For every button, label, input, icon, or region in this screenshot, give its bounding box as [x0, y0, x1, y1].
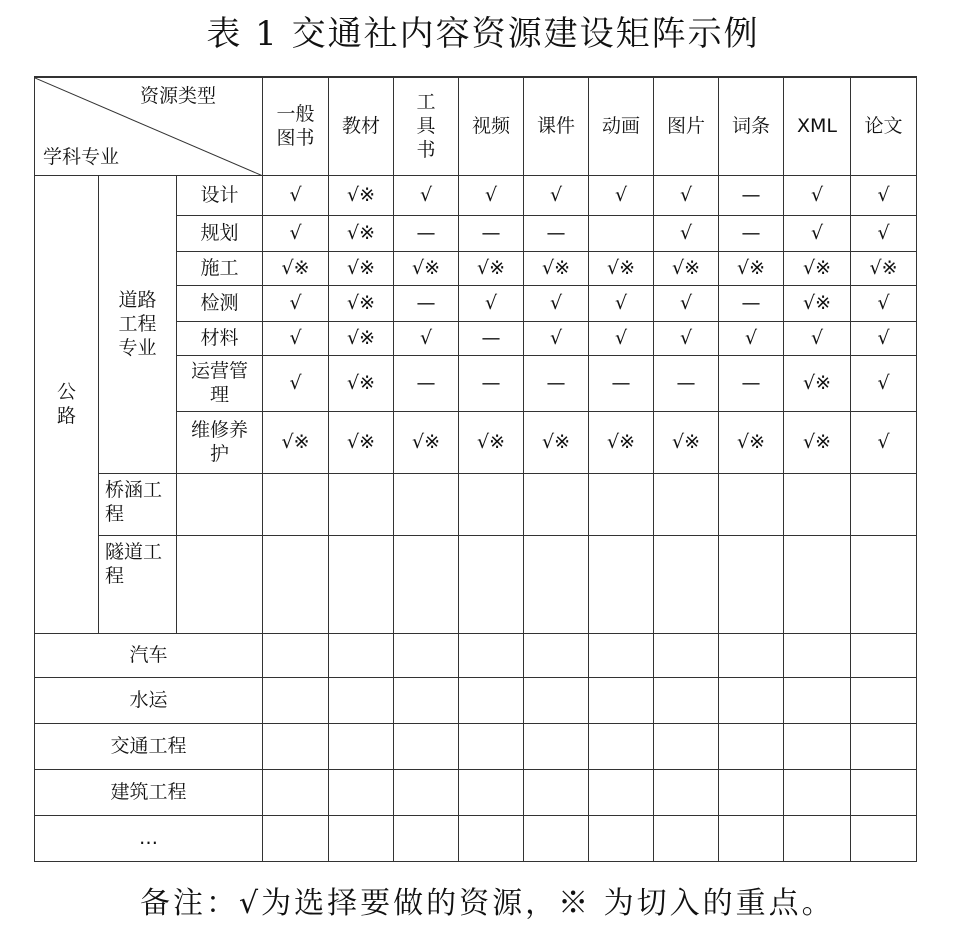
table-row — [35, 723, 917, 769]
empty-cell — [524, 633, 589, 677]
empty-cell — [719, 769, 784, 815]
matrix-cell: — — [719, 355, 784, 411]
row-label: 维修养护 — [177, 411, 263, 473]
empty-cell — [524, 535, 589, 633]
empty-cell — [851, 769, 917, 815]
group-tunnel: 隧道工程 — [99, 535, 177, 633]
matrix-cell: — — [719, 215, 784, 251]
matrix-cell: √※ — [394, 251, 459, 285]
empty-cell — [851, 677, 917, 723]
column-header: XML — [784, 77, 851, 175]
discipline-label: 交通工程 — [35, 723, 263, 769]
matrix-cell: √ — [654, 321, 719, 355]
group-highway: 公路 — [35, 175, 99, 633]
empty-cell — [329, 677, 394, 723]
empty-cell — [263, 815, 329, 861]
empty-cell — [459, 535, 524, 633]
matrix-cell: √ — [851, 285, 917, 321]
empty-cell — [459, 633, 524, 677]
empty-cell — [589, 815, 654, 861]
empty-cell — [589, 473, 654, 535]
matrix-cell: √※ — [719, 251, 784, 285]
table-row — [35, 815, 917, 861]
matrix-cell: √ — [263, 355, 329, 411]
group-road-engineering: 道路工程专业 — [99, 175, 177, 473]
matrix-cell: √※ — [784, 285, 851, 321]
matrix-cell: √ — [589, 321, 654, 355]
matrix-cell: √※ — [329, 355, 394, 411]
matrix-cell: √ — [654, 175, 719, 215]
empty-cell — [589, 535, 654, 633]
empty-cell — [524, 815, 589, 861]
matrix-cell: √※ — [263, 411, 329, 473]
matrix-cell: √ — [851, 175, 917, 215]
matrix-cell: √ — [394, 321, 459, 355]
empty-cell — [459, 723, 524, 769]
empty-cell — [654, 633, 719, 677]
column-header: 课件 — [524, 77, 589, 175]
empty-cell — [394, 473, 459, 535]
matrix-cell: √ — [589, 175, 654, 215]
empty-cell — [851, 473, 917, 535]
empty-cell — [784, 677, 851, 723]
empty-cell — [719, 633, 784, 677]
matrix-cell — [589, 215, 654, 251]
empty-cell — [719, 723, 784, 769]
matrix-cell: — — [459, 355, 524, 411]
empty-cell — [263, 677, 329, 723]
empty-cell — [394, 677, 459, 723]
diagonal-header-cell — [35, 77, 263, 175]
matrix-cell: √※ — [784, 355, 851, 411]
empty-cell — [784, 535, 851, 633]
matrix-cell: √ — [784, 215, 851, 251]
matrix-cell: √※ — [654, 251, 719, 285]
matrix-cell: √ — [263, 285, 329, 321]
matrix-cell: √ — [784, 175, 851, 215]
matrix-cell: — — [719, 285, 784, 321]
empty-cell — [329, 769, 394, 815]
empty-cell — [459, 769, 524, 815]
empty-cell — [329, 815, 394, 861]
matrix-cell: — — [394, 285, 459, 321]
empty-cell — [263, 535, 329, 633]
matrix-cell: √※ — [851, 251, 917, 285]
empty-cell — [177, 473, 263, 535]
row-label: 检测 — [177, 285, 263, 321]
matrix-cell: √※ — [263, 251, 329, 285]
matrix-cell: √ — [784, 321, 851, 355]
discipline-label: 汽车 — [35, 633, 263, 677]
empty-cell — [589, 677, 654, 723]
resource-matrix-table — [34, 76, 917, 862]
empty-cell — [329, 723, 394, 769]
column-header: 动画 — [589, 77, 654, 175]
matrix-cell: √※ — [784, 251, 851, 285]
empty-cell — [719, 535, 784, 633]
empty-cell — [851, 723, 917, 769]
matrix-cell: √※ — [329, 251, 394, 285]
matrix-cell: √※ — [329, 285, 394, 321]
empty-cell — [394, 815, 459, 861]
matrix-cell: — — [394, 355, 459, 411]
group-bridge: 桥涵工程 — [99, 473, 177, 535]
empty-cell — [589, 723, 654, 769]
empty-cell — [394, 535, 459, 633]
matrix-cell: √※ — [394, 411, 459, 473]
empty-cell — [719, 815, 784, 861]
empty-cell — [329, 535, 394, 633]
matrix-cell: √ — [851, 355, 917, 411]
empty-cell — [719, 473, 784, 535]
discipline-label: 水运 — [35, 677, 263, 723]
row-label: 设计 — [177, 175, 263, 215]
empty-cell — [784, 723, 851, 769]
empty-cell — [589, 633, 654, 677]
empty-cell — [524, 473, 589, 535]
empty-cell — [784, 815, 851, 861]
matrix-cell: √ — [851, 215, 917, 251]
matrix-cell: √ — [524, 321, 589, 355]
matrix-cell: √※ — [459, 411, 524, 473]
row-label: 运营管理 — [177, 355, 263, 411]
matrix-cell: √ — [589, 285, 654, 321]
matrix-cell: √ — [263, 175, 329, 215]
matrix-cell: √ — [719, 321, 784, 355]
empty-cell — [524, 677, 589, 723]
empty-cell — [851, 535, 917, 633]
matrix-cell: √※ — [329, 321, 394, 355]
empty-cell — [394, 723, 459, 769]
discipline-label: 建筑工程 — [35, 769, 263, 815]
empty-cell — [459, 815, 524, 861]
empty-cell — [459, 473, 524, 535]
discipline-label: … — [35, 815, 263, 861]
header-row — [35, 77, 917, 175]
empty-cell — [524, 723, 589, 769]
table-note: 备注：√为选择要做的资源，※ 为切入的重点。 — [140, 886, 835, 921]
matrix-cell: √※ — [459, 251, 524, 285]
empty-cell — [459, 677, 524, 723]
empty-cell — [654, 473, 719, 535]
empty-cell — [654, 535, 719, 633]
matrix-cell: √※ — [329, 215, 394, 251]
matrix-cell: √ — [654, 215, 719, 251]
empty-cell — [851, 633, 917, 677]
table-row — [35, 473, 917, 535]
matrix-cell: √ — [524, 175, 589, 215]
table-row — [35, 677, 917, 723]
matrix-cell: √※ — [784, 411, 851, 473]
matrix-cell: — — [459, 215, 524, 251]
matrix-cell: √ — [851, 321, 917, 355]
row-label: 规划 — [177, 215, 263, 251]
matrix-cell: √※ — [589, 411, 654, 473]
matrix-cell: √ — [459, 175, 524, 215]
table-row — [35, 633, 917, 677]
matrix-cell: — — [589, 355, 654, 411]
empty-cell — [719, 677, 784, 723]
matrix-cell: √※ — [329, 175, 394, 215]
column-header: 词条 — [719, 77, 784, 175]
empty-cell — [394, 633, 459, 677]
empty-cell — [177, 535, 263, 633]
empty-cell — [654, 769, 719, 815]
matrix-cell: — — [654, 355, 719, 411]
matrix-cell: √※ — [524, 411, 589, 473]
empty-cell — [263, 473, 329, 535]
empty-cell — [329, 473, 394, 535]
empty-cell — [784, 769, 851, 815]
column-header: 图片 — [654, 77, 719, 175]
row-label: 材料 — [177, 321, 263, 355]
table-row — [35, 769, 917, 815]
empty-cell — [524, 769, 589, 815]
column-header: 工具书 — [394, 77, 459, 175]
matrix-cell: — — [459, 321, 524, 355]
discipline-label: 学科专业 — [43, 145, 120, 168]
column-header: 论文 — [851, 77, 917, 175]
empty-cell — [654, 723, 719, 769]
empty-cell — [263, 769, 329, 815]
matrix-cell: √ — [263, 215, 329, 251]
matrix-cell: √ — [394, 175, 459, 215]
matrix-cell: √ — [851, 411, 917, 473]
column-header: 一般图书 — [263, 77, 329, 175]
matrix-cell: √※ — [329, 411, 394, 473]
matrix-cell: √※ — [589, 251, 654, 285]
empty-cell — [851, 815, 917, 861]
matrix-cell: — — [524, 355, 589, 411]
matrix-cell: √ — [654, 285, 719, 321]
matrix-cell: √※ — [719, 411, 784, 473]
matrix-cell: √※ — [654, 411, 719, 473]
empty-cell — [654, 815, 719, 861]
empty-cell — [329, 633, 394, 677]
empty-cell — [263, 723, 329, 769]
empty-cell — [784, 473, 851, 535]
row-label: 施工 — [177, 251, 263, 285]
empty-cell — [589, 769, 654, 815]
table-row — [35, 175, 917, 215]
empty-cell — [784, 633, 851, 677]
empty-cell — [394, 769, 459, 815]
empty-cell — [263, 633, 329, 677]
matrix-cell: √ — [263, 321, 329, 355]
resource-type-label: 资源类型 — [140, 85, 217, 107]
empty-cell — [654, 677, 719, 723]
column-header: 教材 — [329, 77, 394, 175]
table-row — [35, 535, 917, 633]
matrix-cell: — — [394, 215, 459, 251]
matrix-cell: — — [719, 175, 784, 215]
table-title: 表 1 交通社内容资源建设矩阵示例 — [206, 14, 760, 54]
matrix-cell: √ — [524, 285, 589, 321]
matrix-cell: √※ — [524, 251, 589, 285]
matrix-cell: — — [524, 215, 589, 251]
matrix-cell: √ — [459, 285, 524, 321]
column-header: 视频 — [459, 77, 524, 175]
